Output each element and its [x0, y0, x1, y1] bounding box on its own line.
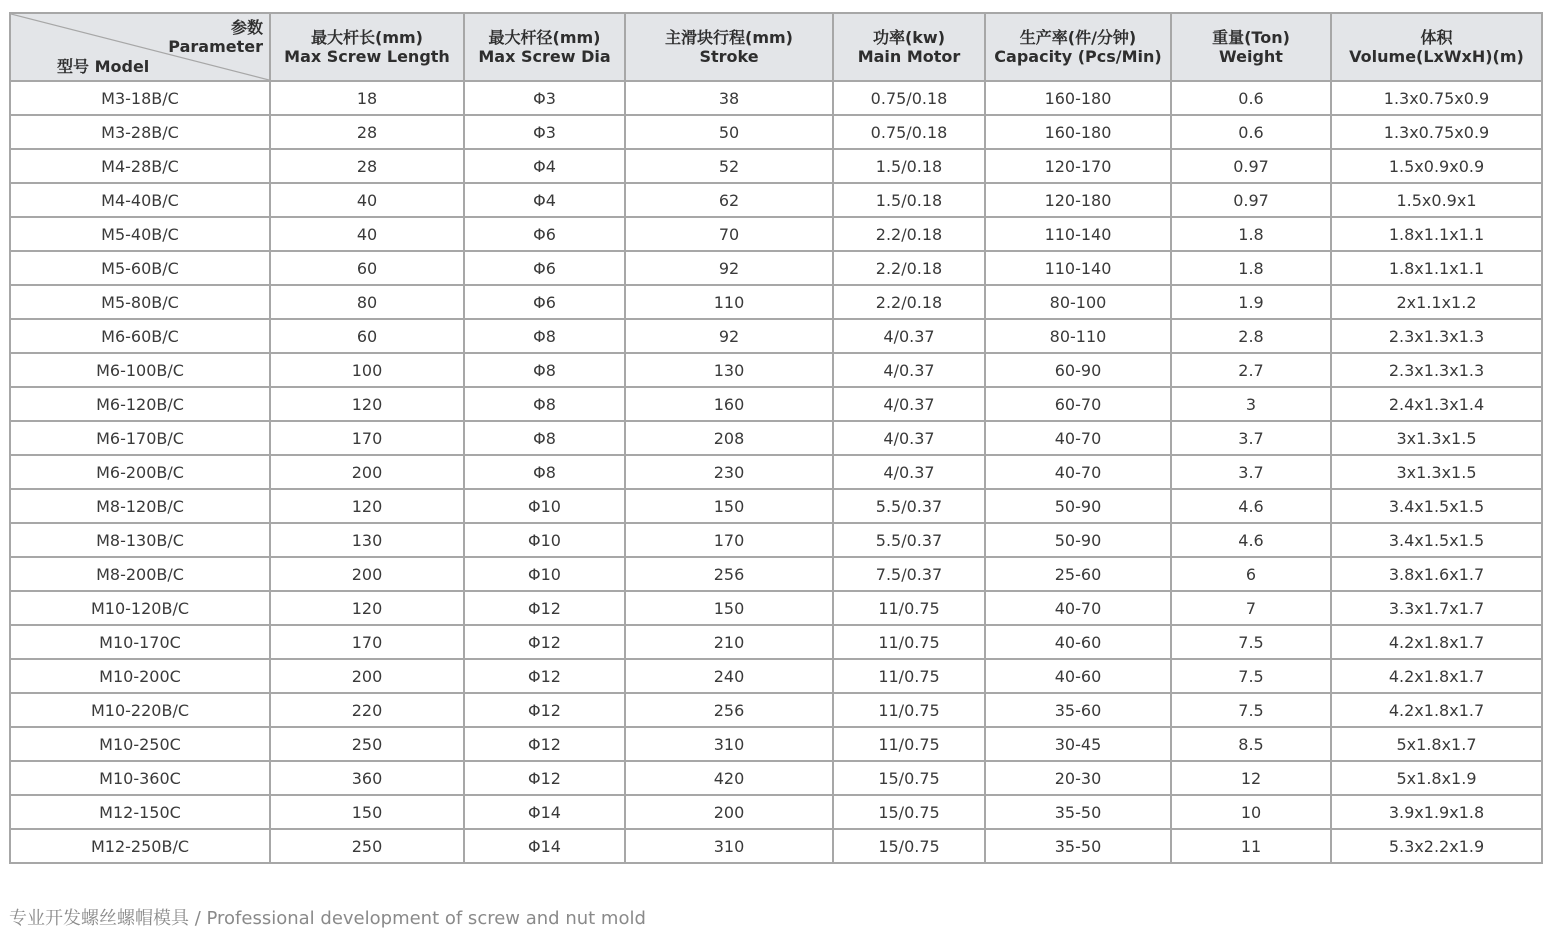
- column-header-en: Main Motor: [857, 47, 961, 66]
- screw-length-cell: 250: [270, 829, 464, 863]
- screw-length-cell: 360: [270, 761, 464, 795]
- model-cell: M6-60B/C: [10, 319, 270, 353]
- column-header-en: Max Screw Dia: [478, 47, 611, 66]
- volume-cell: 2.3x1.3x1.3: [1331, 353, 1542, 387]
- screw-dia-cell: Φ14: [464, 829, 625, 863]
- volume-cell: 2.4x1.3x1.4: [1331, 387, 1542, 421]
- spec-table: [9, 12, 1543, 864]
- screw-dia-cell: Φ8: [464, 421, 625, 455]
- screw-length-cell: 120: [270, 387, 464, 421]
- corner-parameter-label: [168, 18, 263, 56]
- capacity-cell: 35-60: [985, 693, 1171, 727]
- weight-cell: 11: [1171, 829, 1331, 863]
- table-row: [10, 421, 1542, 455]
- volume-cell: 3.4x1.5x1.5: [1331, 489, 1542, 523]
- capacity-cell: 120-170: [985, 149, 1171, 183]
- capacity-cell: 160-180: [985, 81, 1171, 115]
- column-header-en: Max Screw Length: [284, 47, 450, 66]
- column-header-zh: 最大杆径(mm): [488, 28, 601, 47]
- screw-dia-cell: Φ3: [464, 115, 625, 149]
- table-body: [10, 81, 1542, 863]
- volume-cell: 1.8x1.1x1.1: [1331, 251, 1542, 285]
- volume-cell: 3.8x1.6x1.7: [1331, 557, 1542, 591]
- column-header-main-motor: [833, 13, 985, 81]
- volume-cell: 4.2x1.8x1.7: [1331, 659, 1542, 693]
- motor-cell: 4/0.37: [833, 319, 985, 353]
- motor-cell: 7.5/0.37: [833, 557, 985, 591]
- screw-dia-cell: Φ10: [464, 523, 625, 557]
- column-header-en: Stroke: [699, 47, 759, 66]
- stroke-cell: 310: [625, 829, 833, 863]
- model-cell: M4-28B/C: [10, 149, 270, 183]
- motor-cell: 0.75/0.18: [833, 115, 985, 149]
- corner-model-label: 型号 Model: [57, 57, 150, 76]
- table-row: [10, 115, 1542, 149]
- table-row: [10, 81, 1542, 115]
- table-row: [10, 523, 1542, 557]
- table-row: [10, 183, 1542, 217]
- weight-cell: 4.6: [1171, 489, 1331, 523]
- screw-length-cell: 100: [270, 353, 464, 387]
- table-row: [10, 285, 1542, 319]
- screw-dia-cell: Φ12: [464, 659, 625, 693]
- table-row: [10, 251, 1542, 285]
- volume-cell: 5.3x2.2x1.9: [1331, 829, 1542, 863]
- weight-cell: 7.5: [1171, 693, 1331, 727]
- screw-length-cell: 28: [270, 149, 464, 183]
- weight-cell: 4.6: [1171, 523, 1331, 557]
- screw-dia-cell: Φ12: [464, 625, 625, 659]
- weight-cell: 3: [1171, 387, 1331, 421]
- column-header-zh: 重量(Ton): [1212, 28, 1290, 47]
- motor-cell: 1.5/0.18: [833, 149, 985, 183]
- stroke-cell: 256: [625, 557, 833, 591]
- screw-dia-cell: Φ6: [464, 251, 625, 285]
- screw-length-cell: 200: [270, 659, 464, 693]
- screw-dia-cell: Φ8: [464, 353, 625, 387]
- volume-cell: 4.2x1.8x1.7: [1331, 693, 1542, 727]
- corner-parameter-zh: 参数: [230, 18, 263, 37]
- table-row: [10, 625, 1542, 659]
- column-header-zh: 生产率(件/分钟): [1019, 28, 1137, 47]
- stroke-cell: 38: [625, 81, 833, 115]
- column-header-capacity: [985, 13, 1171, 81]
- motor-cell: 15/0.75: [833, 761, 985, 795]
- weight-cell: 7.5: [1171, 659, 1331, 693]
- stroke-cell: 208: [625, 421, 833, 455]
- model-cell: M10-220B/C: [10, 693, 270, 727]
- volume-cell: 1.3x0.75x0.9: [1331, 115, 1542, 149]
- volume-cell: 5x1.8x1.9: [1331, 761, 1542, 795]
- weight-cell: 8.5: [1171, 727, 1331, 761]
- weight-cell: 3.7: [1171, 421, 1331, 455]
- table-row: [10, 591, 1542, 625]
- stroke-cell: 92: [625, 251, 833, 285]
- motor-cell: 5.5/0.37: [833, 523, 985, 557]
- model-cell: M6-200B/C: [10, 455, 270, 489]
- volume-cell: 1.3x0.75x0.9: [1331, 81, 1542, 115]
- table-row: [10, 353, 1542, 387]
- motor-cell: 4/0.37: [833, 353, 985, 387]
- screw-length-cell: 60: [270, 251, 464, 285]
- weight-cell: 0.97: [1171, 183, 1331, 217]
- model-cell: M6-120B/C: [10, 387, 270, 421]
- capacity-cell: 160-180: [985, 115, 1171, 149]
- column-header-en: Volume(LxWxH)(m): [1349, 47, 1524, 66]
- screw-length-cell: 200: [270, 557, 464, 591]
- stroke-cell: 150: [625, 489, 833, 523]
- column-header-weight: [1171, 13, 1331, 81]
- stroke-cell: 50: [625, 115, 833, 149]
- column-header-zh: 最大杆长(mm): [311, 28, 423, 47]
- table-row: [10, 659, 1542, 693]
- screw-dia-cell: Φ12: [464, 591, 625, 625]
- stroke-cell: 256: [625, 693, 833, 727]
- capacity-cell: 60-90: [985, 353, 1171, 387]
- model-cell: M12-250B/C: [10, 829, 270, 863]
- weight-cell: 0.97: [1171, 149, 1331, 183]
- column-header-en: Capacity (Pcs/Min): [994, 47, 1162, 66]
- screw-dia-cell: Φ12: [464, 693, 625, 727]
- stroke-cell: 70: [625, 217, 833, 251]
- column-header-zh: 体积: [1420, 28, 1453, 47]
- capacity-cell: 25-60: [985, 557, 1171, 591]
- model-cell: M5-40B/C: [10, 217, 270, 251]
- motor-cell: 4/0.37: [833, 387, 985, 421]
- motor-cell: 4/0.37: [833, 421, 985, 455]
- stroke-cell: 240: [625, 659, 833, 693]
- weight-cell: 1.9: [1171, 285, 1331, 319]
- corner-parameter-en: Parameter: [168, 37, 263, 56]
- screw-dia-cell: Φ10: [464, 557, 625, 591]
- model-cell: M6-100B/C: [10, 353, 270, 387]
- screw-dia-cell: Φ4: [464, 149, 625, 183]
- motor-cell: 2.2/0.18: [833, 251, 985, 285]
- motor-cell: 15/0.75: [833, 795, 985, 829]
- screw-length-cell: 130: [270, 523, 464, 557]
- model-cell: M3-18B/C: [10, 81, 270, 115]
- volume-cell: 3x1.3x1.5: [1331, 455, 1542, 489]
- model-cell: M5-60B/C: [10, 251, 270, 285]
- motor-cell: 11/0.75: [833, 659, 985, 693]
- weight-cell: 6: [1171, 557, 1331, 591]
- volume-cell: 3.3x1.7x1.7: [1331, 591, 1542, 625]
- stroke-cell: 230: [625, 455, 833, 489]
- screw-dia-cell: Φ12: [464, 761, 625, 795]
- capacity-cell: 35-50: [985, 795, 1171, 829]
- capacity-cell: 50-90: [985, 489, 1171, 523]
- column-header-max-screw-length: [270, 13, 464, 81]
- screw-dia-cell: Φ8: [464, 319, 625, 353]
- column-header-en: Weight: [1219, 47, 1283, 66]
- table-row: [10, 795, 1542, 829]
- screw-length-cell: 170: [270, 625, 464, 659]
- weight-cell: 0.6: [1171, 81, 1331, 115]
- stroke-cell: 110: [625, 285, 833, 319]
- capacity-cell: 40-70: [985, 591, 1171, 625]
- screw-length-cell: 200: [270, 455, 464, 489]
- capacity-cell: 40-60: [985, 659, 1171, 693]
- stroke-cell: 310: [625, 727, 833, 761]
- volume-cell: 1.5x0.9x0.9: [1331, 149, 1542, 183]
- screw-length-cell: 18: [270, 81, 464, 115]
- column-header-stroke: [625, 13, 833, 81]
- column-header-volume: [1331, 13, 1542, 81]
- capacity-cell: 40-60: [985, 625, 1171, 659]
- model-cell: M10-360C: [10, 761, 270, 795]
- screw-length-cell: 150: [270, 795, 464, 829]
- weight-cell: 3.7: [1171, 455, 1331, 489]
- screw-length-cell: 60: [270, 319, 464, 353]
- model-cell: M6-170B/C: [10, 421, 270, 455]
- capacity-cell: 60-70: [985, 387, 1171, 421]
- capacity-cell: 20-30: [985, 761, 1171, 795]
- motor-cell: 4/0.37: [833, 455, 985, 489]
- screw-dia-cell: Φ6: [464, 217, 625, 251]
- table-row: [10, 149, 1542, 183]
- screw-dia-cell: Φ8: [464, 455, 625, 489]
- capacity-cell: 120-180: [985, 183, 1171, 217]
- model-cell: M10-200C: [10, 659, 270, 693]
- screw-dia-cell: Φ12: [464, 727, 625, 761]
- stroke-cell: 130: [625, 353, 833, 387]
- column-header-zh: 功率(kw): [872, 28, 946, 47]
- motor-cell: 11/0.75: [833, 591, 985, 625]
- motor-cell: 11/0.75: [833, 625, 985, 659]
- weight-cell: 7: [1171, 591, 1331, 625]
- capacity-cell: 110-140: [985, 251, 1171, 285]
- table-row: [10, 829, 1542, 863]
- model-cell: M5-80B/C: [10, 285, 270, 319]
- screw-dia-cell: Φ3: [464, 81, 625, 115]
- motor-cell: 5.5/0.37: [833, 489, 985, 523]
- stroke-cell: 210: [625, 625, 833, 659]
- motor-cell: 15/0.75: [833, 829, 985, 863]
- column-header-max-screw-dia: [464, 13, 625, 81]
- screw-length-cell: 40: [270, 217, 464, 251]
- volume-cell: 3.9x1.9x1.8: [1331, 795, 1542, 829]
- stroke-cell: 150: [625, 591, 833, 625]
- weight-cell: 10: [1171, 795, 1331, 829]
- capacity-cell: 80-110: [985, 319, 1171, 353]
- model-cell: M10-120B/C: [10, 591, 270, 625]
- motor-cell: 2.2/0.18: [833, 217, 985, 251]
- footer-caption: 专业开发螺丝螺帽模具 / Professional development of screw and nut mold: [9, 908, 646, 929]
- table-row: [10, 455, 1542, 489]
- weight-cell: 1.8: [1171, 251, 1331, 285]
- volume-cell: 2.3x1.3x1.3: [1331, 319, 1542, 353]
- stroke-cell: 420: [625, 761, 833, 795]
- stroke-cell: 170: [625, 523, 833, 557]
- capacity-cell: 80-100: [985, 285, 1171, 319]
- weight-cell: 7.5: [1171, 625, 1331, 659]
- screw-length-cell: 40: [270, 183, 464, 217]
- volume-cell: 4.2x1.8x1.7: [1331, 625, 1542, 659]
- table-row: [10, 727, 1542, 761]
- screw-length-cell: 80: [270, 285, 464, 319]
- model-cell: M10-170C: [10, 625, 270, 659]
- capacity-cell: 40-70: [985, 421, 1171, 455]
- model-cell: M3-28B/C: [10, 115, 270, 149]
- screw-dia-cell: Φ8: [464, 387, 625, 421]
- table-row: [10, 489, 1542, 523]
- table-row: [10, 387, 1542, 421]
- capacity-cell: 110-140: [985, 217, 1171, 251]
- column-header-zh: 主滑块行程(mm): [665, 28, 793, 47]
- volume-cell: 5x1.8x1.7: [1331, 727, 1542, 761]
- screw-dia-cell: Φ6: [464, 285, 625, 319]
- motor-cell: 2.2/0.18: [833, 285, 985, 319]
- weight-cell: 0.6: [1171, 115, 1331, 149]
- motor-cell: 0.75/0.18: [833, 81, 985, 115]
- table-row: [10, 761, 1542, 795]
- screw-length-cell: 28: [270, 115, 464, 149]
- table-row: [10, 557, 1542, 591]
- volume-cell: 2x1.1x1.2: [1331, 285, 1542, 319]
- weight-cell: 1.8: [1171, 217, 1331, 251]
- screw-dia-cell: Φ10: [464, 489, 625, 523]
- motor-cell: 11/0.75: [833, 727, 985, 761]
- motor-cell: 11/0.75: [833, 693, 985, 727]
- model-cell: M8-200B/C: [10, 557, 270, 591]
- corner-header-cell: [10, 13, 270, 81]
- stroke-cell: 62: [625, 183, 833, 217]
- stroke-cell: 92: [625, 319, 833, 353]
- table-header: [10, 13, 1542, 81]
- header-row: [10, 13, 1542, 81]
- table-row: [10, 217, 1542, 251]
- screw-length-cell: 250: [270, 727, 464, 761]
- model-cell: M4-40B/C: [10, 183, 270, 217]
- table-row: [10, 319, 1542, 353]
- capacity-cell: 50-90: [985, 523, 1171, 557]
- screw-length-cell: 220: [270, 693, 464, 727]
- model-cell: M10-250C: [10, 727, 270, 761]
- volume-cell: 1.5x0.9x1: [1331, 183, 1542, 217]
- screw-length-cell: 120: [270, 489, 464, 523]
- screw-length-cell: 170: [270, 421, 464, 455]
- screw-length-cell: 120: [270, 591, 464, 625]
- weight-cell: 12: [1171, 761, 1331, 795]
- table-row: [10, 693, 1542, 727]
- model-cell: M8-130B/C: [10, 523, 270, 557]
- weight-cell: 2.8: [1171, 319, 1331, 353]
- volume-cell: 3x1.3x1.5: [1331, 421, 1542, 455]
- capacity-cell: 40-70: [985, 455, 1171, 489]
- volume-cell: 1.8x1.1x1.1: [1331, 217, 1542, 251]
- volume-cell: 3.4x1.5x1.5: [1331, 523, 1542, 557]
- screw-dia-cell: Φ14: [464, 795, 625, 829]
- stroke-cell: 52: [625, 149, 833, 183]
- weight-cell: 2.7: [1171, 353, 1331, 387]
- capacity-cell: 35-50: [985, 829, 1171, 863]
- stroke-cell: 160: [625, 387, 833, 421]
- stroke-cell: 200: [625, 795, 833, 829]
- motor-cell: 1.5/0.18: [833, 183, 985, 217]
- model-cell: M8-120B/C: [10, 489, 270, 523]
- capacity-cell: 30-45: [985, 727, 1171, 761]
- model-cell: M12-150C: [10, 795, 270, 829]
- screw-dia-cell: Φ4: [464, 183, 625, 217]
